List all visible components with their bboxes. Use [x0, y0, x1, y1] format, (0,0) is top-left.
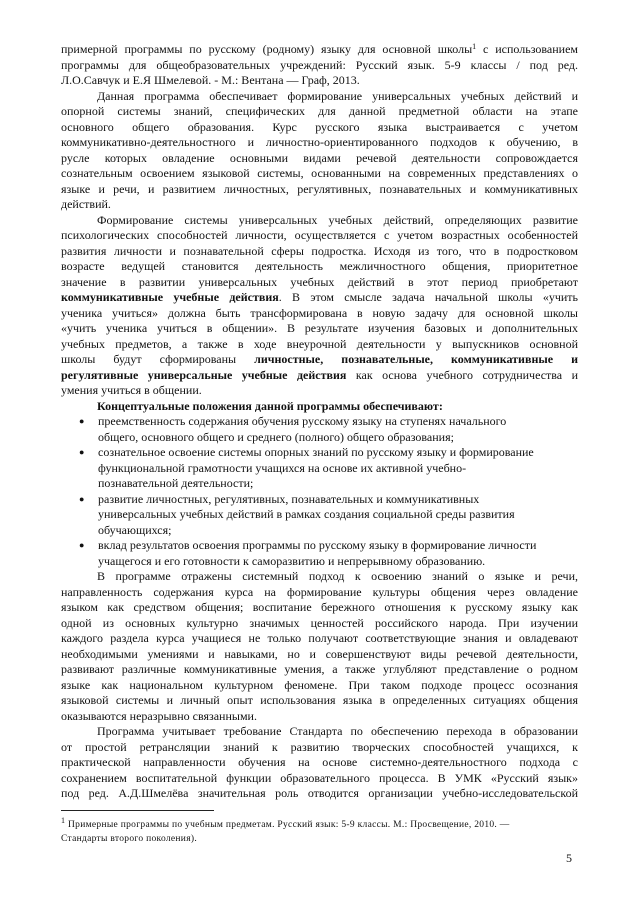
list-item-line: познавательной деятельности; — [98, 476, 254, 490]
page-body — [61, 42, 578, 802]
list-item-line: функциональной грамотности учащихся на основе их активной учебно- — [98, 460, 467, 475]
list-item: ● вклад результатов освоения программы по русскому языку в формирование личности — [79, 538, 537, 552]
text-line: Данная программа обеспечивает формирование универсальных учебных действий и — [97, 88, 578, 103]
footnote-line: Стандарты второго поколения). — [61, 834, 197, 844]
text-line: одной из основных культурно значимых ценностей российского народа. При изучении — [61, 615, 578, 630]
list-item: ● преемственность содержания обучения русскому языку на ступенях начального — [79, 414, 507, 428]
text-line: направленность содержания курса на формирование культуры общения через овладение — [61, 584, 578, 599]
text-line: Программа учитывает требование Стандарта по обеспечению перехода в образовании — [97, 724, 578, 738]
text-line: Л.О.Савчук и Е.Я Шмелевой. - М.: Вентана — Граф, 2013. — [61, 73, 360, 87]
text-line: коммуникативные учебные действия. В этом смысле задача начальной школы «учить — [61, 290, 578, 304]
list-item: ● развитие личностных, регулятивных, познавательных и коммуникативных — [79, 491, 480, 506]
text-line: действий. — [61, 197, 111, 211]
text-line: языке и речи, и развитием личностных, регулятивных, познавательных и коммуникативных — [61, 181, 578, 196]
text-line: программы для общеобразовательных учреждений: Русский язык. 5-9 классы / под ред. — [61, 57, 578, 72]
bold-term: коммуникативные учебные действия — [61, 290, 279, 304]
text-line: языковой системы и личный опыт использования языка в определенных ситуациях общения — [61, 693, 578, 707]
page-number: 5 — [566, 851, 572, 865]
footnote-ref: 1 — [472, 42, 477, 51]
text-line: возрасте ведущей становится деятельность межличностного общения, приоритетное — [61, 259, 578, 273]
bullet-icon: ● — [79, 540, 85, 550]
list-item-line: учащегося и его готовности к саморазвитию и непрерывному образованию. — [98, 553, 486, 568]
text-line: необходимыми умениями и навыками, но и совершенствуют виды речевой деятельности, — [61, 646, 578, 661]
footnote — [61, 818, 578, 846]
section-heading: Концептуальные положения данной программы обеспечивают: — [97, 398, 443, 413]
list-item-line: обучающихся; — [98, 522, 172, 537]
text-line: каждого раздела курса учащиеся не только получают соответствующие знания и овладевают — [61, 631, 578, 645]
text-line: языке как национальном культурном феномене. При таком подходе процесс осознания — [61, 677, 578, 692]
text-line: регулятивные универсальные учебные действия как основа учебного сотрудничества и — [61, 367, 578, 382]
text-line: оказываются неразрывно связанными. — [61, 708, 257, 723]
text-line: сознательным освоением языковой системы, основанными на современных представлениях о — [61, 166, 578, 180]
bullet-icon: ● — [79, 493, 85, 504]
footnote-marker: 1 — [61, 816, 66, 825]
text-line: развития личности и познавательной сферы подростка. Исходя из того, что в подростковом — [61, 243, 578, 258]
bullet-list — [61, 414, 578, 569]
text-line: от простой ретрансляции знаний к развитию творческих способностей учащихся, к — [61, 739, 578, 754]
text-line: психологических способностей личности, осуществляется с учетом возрастных особенностей — [61, 228, 578, 242]
text-line: ученика учиться» должна быть трансформирована в новую задачу для основной школы — [61, 305, 578, 320]
list-item-line: универсальных учебных действий в рамках создания социальной среды развития — [98, 507, 515, 521]
text-line: В программе отражены системный подход к освоению знаний о языке и речи, — [97, 569, 578, 583]
text-line: Формирование системы универсальных учебных действий, определяющих развитие — [97, 212, 578, 227]
bullet-icon: ● — [79, 447, 85, 457]
bold-term: регулятивные универсальные учебные действия — [61, 367, 347, 382]
text-line: «учить ученика учиться в общении». В результате изучения базовых и дополнительных — [61, 321, 578, 335]
footnote-line: $^1$ Примерные программы по учебным предметам. Русский язык: 5-9 классы. М.: Просвещение, 2010. — — [61, 816, 510, 830]
text-line: значение в развитии универсальных учебных действий в этот период приобретают — [61, 274, 578, 289]
text-line: примерной программы по русскому (родному) языку для основной школы$^1$ с использованием — [61, 42, 578, 56]
text-line: умения учиться в общении. — [61, 383, 202, 397]
bold-term: личностные, познавательные, коммуникативные и — [254, 352, 579, 366]
text-line: учебных предметов, а также в ходе внеурочной деятельности у выпускников основной — [61, 336, 578, 351]
text-line: развивают различные коммуникативные умения, а также углубляют представление о родном — [61, 662, 578, 676]
list-item-line: общего, основного общего и среднего (полного) общего образования; — [98, 429, 454, 444]
bullet-icon: ● — [79, 416, 85, 426]
list-item: ● сознательное освоение системы опорных знаний по русскому языку и формирование — [79, 445, 534, 459]
text-line: школы будут сформированы личностные, познавательные, коммуникативные и — [61, 352, 579, 366]
text-line: коммуникативно-деятельностного и личностно-ориентированного подходов к обучению, в — [61, 135, 578, 149]
text-line: практической направленности обучения на основе системно-деятельностного подхода с — [61, 755, 578, 769]
text-line: под ред. А.Д.Шмелёва значительная роль отводится организации учебно-исследовательской — [61, 786, 578, 800]
text-line: опорной системы знаний, специфических для данной предметной области на этапе — [61, 104, 578, 118]
footnote-divider — [61, 810, 214, 811]
text-line: сохранением воспитательной функции образовательного процесса. В УМК «Русский язык» — [61, 770, 578, 785]
text-line: основного общего образования. Курс русского языка выстраивается с учетом — [61, 119, 578, 134]
text-line: русле которых овладение основными видами речевой деятельности сопровождается — [61, 150, 578, 165]
text-line: языком как средством общения; воспитание бережного отношения к русскому языку как — [61, 600, 578, 614]
